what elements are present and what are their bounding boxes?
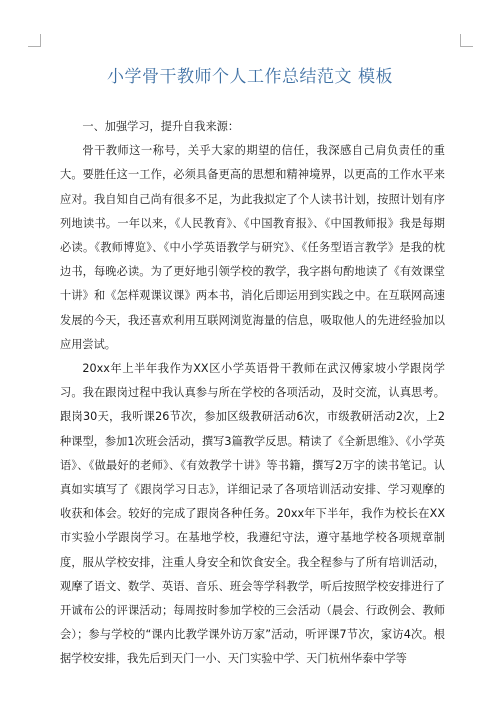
document-title: 小学骨干教师个人工作总结范文 模板 xyxy=(107,67,393,87)
paragraph-1: 骨干教师这一称号，关乎大家的期望的信任，我深感自己肩负责任的重大。要胜任这一工作，必须具备更高的思想和精神境界，以更高的工作水平来应对。我自知自己尚有很多不足，为此我拟定了个人读书计划，按照计划有序列地读书。一年以来，《人民教育》、《中国教育报》、《中国教师报》我是每期必读。《教师博览》、《中小学英语教学与研究》、《任务型语言教学》是我的枕边书，每晚必读。为了更好地引领学校的教学，我字斟句酌地读了《有效课堂十讲》和《怎样观课议课》两本书，消化后即运用到实践之中。在互联网高速发展的今天，我还喜欢利用互联网浏览海量的信息，吸取他人的先进经验加以应用尝试。 xyxy=(60,144,445,351)
document-body xyxy=(60,115,445,672)
paragraph-2: 20xx年上半年我作为XX区小学英语骨干教师在武汉傅家坡小学跟岗学习。我在跟岗过程中我认真参与所在学校的各项活动，及时交流，认真思考。跟岗30天，我听课26节次，参加区级教研活动6次，市级教研活动2次，上2种课型，参加1次班会活动，撰写3篇教学反思。精读了《全新思维》、《小学英语》、《做最好的老师》、《有效教学十讲》等书籍，撰写2万字的读书笔记。认真如实填写了《跟岗学习日志》，详细记录了各项培训活动安排、学习观摩的收获和体会。较好的完成了跟岗各种任务。20xx年下半年，我作为校长在XX市实验小学跟岗学习。在基地学校，我遵纪守法，遵守基地学校各项规章制度，服从学校安排，注重人身安全和饮食安全。我全程参与了所有培训活动，观摩了语文、数学、英语、音乐、班会等学科教学，听后按照学校安排进行了开诚布公的评课活动；每周按时参加学校的三会活动（晨会、行政例会、教师会）；参与学校的“课内比教学课外访万家”活动，听评课7节次，家访4次。根据学校安排，我先后到天门一小、天门实验中学、天门杭州华泰中学等 xyxy=(60,362,445,666)
crop-mark-top-left xyxy=(28,34,41,47)
section-heading: 一、加强学习，提升自我来源： xyxy=(82,120,240,133)
crop-mark-top-right xyxy=(460,34,473,47)
